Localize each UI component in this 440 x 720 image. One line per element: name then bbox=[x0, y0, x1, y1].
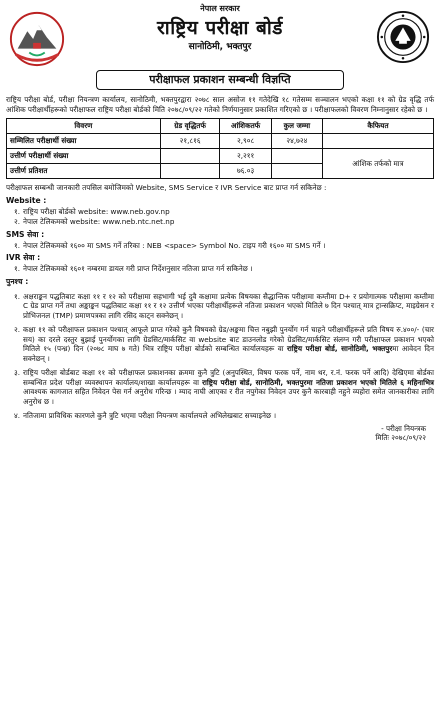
notice-title: परीक्षाफल प्रकाशन सम्बन्धी विज्ञप्ति bbox=[96, 70, 344, 90]
notice-date: मितिः २०७८/०९/२२ bbox=[375, 433, 426, 443]
col-header: कुल जम्मा bbox=[271, 119, 322, 134]
note-part: कक्षा ११ को परीक्षाफल प्रकाशन पश्चात् आफूले प्राप्त गरेको कुनै विषयको ग्रेड/अङ्कमा चित्त नबुझी पुनर्योग गर्न चाहने परीक्षार्थीहरूले प्रति विषय रु.४००/- (चार सय) का दरले दस्तुर बुझाई पुनर्योगका लागि ग्रेडसिट/मार्कसिट वा website बाट डाउनलोड गरेको ग्रेडसिट/मार्कसिट संलग्न गरी परीक्षाफल प्रकाशन भएको मितिले १५ (पन्ध्र) दिन (२०७८ माघ ७ गते) भित्र राष्ट्रिय परीक्षा बोर्डको सम्बन्धित कार्यालयहरू वा bbox=[23, 325, 434, 354]
grade-value bbox=[160, 164, 220, 179]
website-heading: Website : bbox=[6, 195, 47, 205]
board-name: राष्ट्रिय परीक्षा बोर्ड bbox=[157, 16, 283, 39]
remark-cell-empty bbox=[322, 134, 433, 149]
notes-heading: पुनश्च : bbox=[6, 276, 29, 286]
list-item bbox=[6, 241, 434, 251]
col-header: आंशिकतर्फ bbox=[220, 119, 271, 134]
note-part: मा आवेदन दिन सक्नेछन् । bbox=[23, 344, 434, 363]
item-number: १. bbox=[13, 264, 20, 274]
item-number: १. bbox=[13, 240, 20, 250]
note-part: अक्षराङ्कन पद्धतिबाट कक्षा ११ र १२ को परीक्षामा सहभागी भई दुवै कक्षामा प्रत्येक विषयका सैद्धान्तिक परीक्षामा कम्तीमा D+ र प्रयोगात्मक परीक्षामा कम्तीमा C ग्रेड प्राप्त गर्ने तथा अङ्काङ्कन पद्धतिबाट कक्षा ११ र १२ उत्तीर्ण भएका परीक्षार्थीहरूले नतिजा प्रकाशन भएको मितिले ७ दिन पश्चात् मात्र ट्रान्सक्रिप्ट, माइग्रेसन र प्रोभिजनल (TMP) प्रमाणपत्रका लागि रसिद काट्न सक्नेछन् । bbox=[23, 291, 434, 320]
signature: - परीक्षा नियन्त्रक bbox=[381, 423, 426, 433]
government-name: नेपाल सरकार bbox=[200, 4, 240, 13]
table-header-row bbox=[7, 119, 434, 134]
item-number: ४. bbox=[13, 411, 20, 421]
ivr-instruction: नेपाल टेलिकमको १६०१ नम्बरमा डायल गरी प्राप्त निर्देशनुसार नतिजा प्राप्त गर्न सकिनेछ । bbox=[23, 264, 253, 274]
item-number: १. bbox=[13, 291, 20, 301]
sms-heading: SMS सेवा : bbox=[6, 229, 45, 239]
partial-value: २,९०८ bbox=[220, 134, 271, 149]
item-number: ३. bbox=[13, 368, 20, 378]
intro-paragraph: राष्ट्रिय परीक्षा बोर्ड, परीक्षा नियन्त्रण कार्यालय, सानोठिमी, भक्तपुरद्वारा २०७८ साल असोज ११ गतेदेखि १८ गतेसम्म सञ्चालन भएको कक्षा ११ को ग्रेड वृद्धि तर्फ आंशिक परीक्षार्थीहरूको परीक्षाफल राष्ट्रिय परीक्षा बोर्डको मिति २०७८/०९/२२ गतेको निर्णयानुसार प्रकाशित गरिएको छ । परीक्षाफलको विवरण निम्नानुसार रहेको छ । bbox=[6, 95, 434, 114]
list-item bbox=[6, 411, 434, 421]
note-part: आवश्यक कागजात सहित निवेदन पेस गर्न अनुरोध गरिन्छ । म्याद नाघी आएका र रीत नपुगेका निवेदन उपर कुनै कारबाही नहुने व्यहोरा समेत जानकारीका लागि अनुरोध छ । bbox=[23, 387, 434, 406]
grade-value bbox=[160, 149, 220, 164]
col-header: विवरण bbox=[7, 119, 161, 134]
row-label: उत्तीर्ण प्रतिशत bbox=[7, 164, 161, 179]
board-address: सानोठिमी, भक्तपुर bbox=[188, 41, 252, 52]
list-item bbox=[6, 292, 434, 321]
note-part: राष्ट्रिय परीक्षा बोर्डबाट कक्षा ११ को परीक्षाफल प्रकाशनका क्रममा कुनै त्रुटि (अनुपस्थित, विषय फरक पर्ने, नाम थर, र.नं. फरक पर्ने आदि) देखिएमा बोर्डका सम्बन्धित प्रदेश परीक्षा व्यवस्थापन कार्यालय/शाखा कार्यालयहरू वा bbox=[23, 368, 434, 387]
neb-seal-icon bbox=[376, 10, 430, 64]
col-header: कैफियत bbox=[322, 119, 433, 134]
header-title-block bbox=[76, 4, 364, 54]
nepal-emblem-icon bbox=[8, 10, 66, 68]
grade-value: २१,८१६ bbox=[160, 134, 220, 149]
table-row bbox=[7, 134, 434, 149]
total-value bbox=[271, 149, 322, 164]
ivr-heading: IVR सेवा : bbox=[6, 253, 41, 263]
list-item bbox=[6, 207, 434, 217]
note-bold-part: राष्ट्रिय परीक्षा बोर्ड, सानोठिमी, भक्तपुर bbox=[286, 344, 393, 354]
row-label: सम्मिलित परीक्षार्थी संख्या bbox=[7, 134, 161, 149]
total-value: २४,७२४ bbox=[271, 134, 322, 149]
item-number: १. bbox=[13, 206, 20, 216]
list-item bbox=[6, 217, 434, 227]
note-text bbox=[23, 292, 434, 321]
note-text bbox=[23, 325, 434, 363]
note-bold-part: राष्ट्रिय परीक्षा बोर्ड, सानोठिमी, भक्तपुरमा नतिजा प्रकाशन भएको मितिले ६ महिनाभित्र bbox=[202, 377, 434, 387]
info-line: परीक्षाफल सम्बन्धी जानकारी तपसिल बमोजिमको Website, SMS Service र IVR Service बाट प्राप्त गर्न सकिनेछ : bbox=[6, 183, 327, 192]
table-row bbox=[7, 149, 434, 164]
remark-cell: आंशिक तर्फको मात्र bbox=[322, 149, 433, 179]
list-item bbox=[6, 264, 434, 274]
sms-instruction: नेपाल टेलिकमको १६०० मा SMS गर्ने तरिका : NEB <space> Symbol No. टाइप गरी १६०० मा SMS गर्ने । bbox=[23, 240, 326, 250]
list-item bbox=[6, 325, 434, 363]
note-text bbox=[23, 411, 434, 421]
total-value bbox=[271, 164, 322, 179]
partial-value: ७६.०३ bbox=[220, 164, 271, 179]
result-table bbox=[6, 118, 434, 179]
note-part: नतिजामा प्राविधिक कारणले कुनै त्रुटि भएमा परीक्षा नियन्त्रण कार्यालयले अभिलेखबाट सच्याइनेछ । bbox=[23, 411, 277, 421]
note-text bbox=[23, 368, 434, 406]
website-link-ntc[interactable]: नेपाल टेलिकमको website: www.neb.ntc.net.np bbox=[23, 217, 175, 227]
row-label: उत्तीर्ण परीक्षार्थी संख्या bbox=[7, 149, 161, 164]
website-link-neb[interactable]: राष्ट्रिय परीक्षा बोर्डको website: www.neb.gov.np bbox=[23, 206, 170, 216]
col-header: ग्रेड वृद्धितर्फ bbox=[160, 119, 220, 134]
partial-value: २,२११ bbox=[220, 149, 271, 164]
item-number: २. bbox=[13, 217, 20, 227]
item-number: २. bbox=[13, 325, 20, 335]
list-item bbox=[6, 368, 434, 406]
header bbox=[6, 4, 434, 92]
